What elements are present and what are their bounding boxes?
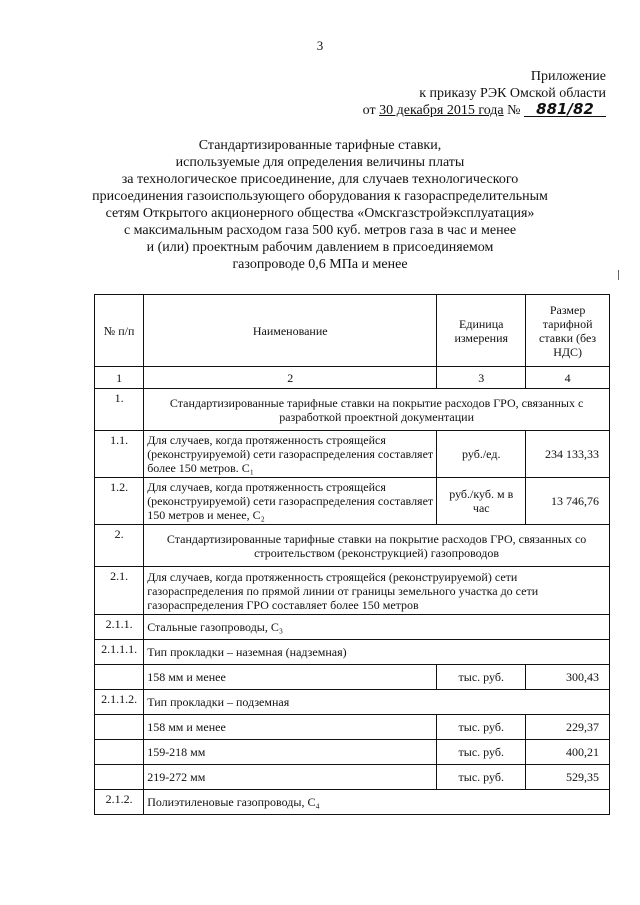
table-row [95, 740, 610, 765]
row-text: Стальные газопроводы, С₃ [144, 615, 610, 640]
table-row [95, 431, 610, 478]
tariff-table [94, 294, 610, 815]
number-prefix: № [507, 103, 521, 118]
title-line: присоединения газоиспользующего оборудования к газораспределительным [92, 189, 548, 204]
row-number: 2.1.1. [95, 615, 144, 640]
row-unit: тыс. руб. [437, 740, 526, 765]
row-unit: руб./ед. [437, 431, 526, 478]
row-number [95, 740, 144, 765]
row-number [95, 665, 144, 690]
title-line: Стандартизированные тарифные ставки, [198, 138, 442, 153]
section-title: Стандартизированные тарифные ставки на покрытие расходов ГРО, связанных с разработкой проектной документации [144, 389, 610, 431]
table-row [95, 567, 610, 615]
row-number: 1.2. [95, 478, 144, 525]
appendix-order-ref: к приказу РЭК Омской области [419, 86, 606, 101]
row-number: 2.1.1.1. [95, 640, 144, 665]
row-name: 158 мм и менее [144, 665, 437, 690]
header-number: № п/п [95, 295, 144, 367]
row-text: Тип прокладки – подземная [144, 690, 610, 715]
title-line: используемые для определения величины платы [175, 155, 465, 170]
col-number: 4 [526, 367, 610, 389]
row-text: Полиэтиленовые газопроводы, С₄ [144, 790, 610, 815]
table-row [95, 615, 610, 640]
row-value: 229,37 [526, 715, 610, 740]
title-line: сетям Открытого акционерного общества «Омскгазстройэксплуатация» [105, 206, 535, 221]
row-name: 158 мм и менее [144, 715, 437, 740]
order-number: 881/82 [524, 102, 606, 117]
row-value: 234 133,33 [526, 431, 610, 478]
row-text: Тип прокладки – наземная (надземная) [144, 640, 610, 665]
table-row [95, 389, 610, 431]
col-number: 2 [144, 367, 437, 389]
row-name: 219-272 мм [144, 765, 437, 790]
row-name: Для случаев, когда протяженность строящейся (реконструируемой) сети газораспределения составляет более 150 метров. С₁ [144, 431, 437, 478]
row-name: Для случаев, когда протяженность строящейся (реконструируемой) сети газораспределения составляет 150 метров и менее, С₂ [144, 478, 437, 525]
date-prefix: от [362, 103, 376, 118]
row-number: 2.1.2. [95, 790, 144, 815]
row-number: 1. [95, 389, 144, 431]
row-number [95, 765, 144, 790]
appendix-date-line [363, 102, 606, 119]
row-number [95, 715, 144, 740]
table-row [95, 690, 610, 715]
col-number: 1 [95, 367, 144, 389]
title-line: за технологическое присоединение, для случаев технологического [121, 172, 519, 187]
page-number: 3 [316, 38, 324, 53]
header-rate: Размер тарифной ставки (без НДС) [526, 295, 610, 367]
row-number: 2.1.1.2. [95, 690, 144, 715]
row-value: 13 746,76 [526, 478, 610, 525]
margin-mark [618, 270, 624, 280]
row-text: Для случаев, когда протяженность строящейся (реконструируемой) сети газораспределения по прямой линии от границы земельного участка до сети газораспределения ГРО составляет более 150 метров [144, 567, 610, 615]
column-numbers-row [95, 367, 610, 389]
title-line: и (или) проектным рабочим давлением в присоединяемом [146, 240, 494, 255]
table-row [95, 525, 610, 567]
table-row [95, 765, 610, 790]
row-unit: тыс. руб. [437, 765, 526, 790]
order-date: 30 декабря 2015 года [379, 103, 504, 118]
row-value: 529,35 [526, 765, 610, 790]
col-number: 3 [437, 367, 526, 389]
row-value: 400,21 [526, 740, 610, 765]
table-row [95, 665, 610, 690]
row-unit: тыс. руб. [437, 715, 526, 740]
appendix-block [363, 68, 606, 119]
table-header-row [95, 295, 610, 367]
row-name: 159-218 мм [144, 740, 437, 765]
row-unit: руб./куб. м в час [437, 478, 526, 525]
title-line: газопроводе 0,6 МПа и менее [232, 257, 408, 272]
appendix-title: Приложение [530, 69, 606, 84]
header-name: Наименование [144, 295, 437, 367]
table-row [95, 640, 610, 665]
row-number: 2. [95, 525, 144, 567]
section-title: Стандартизированные тарифные ставки на покрытие расходов ГРО, связанных со строительством (реконструкцией) газопроводов [144, 525, 610, 567]
document-title [90, 137, 550, 273]
row-number: 2.1. [95, 567, 144, 615]
row-unit: тыс. руб. [437, 665, 526, 690]
header-unit: Единица измерения [437, 295, 526, 367]
row-value: 300,43 [526, 665, 610, 690]
row-number: 1.1. [95, 431, 144, 478]
table-row [95, 715, 610, 740]
title-line: с максимальным расходом газа 500 куб. метров газа в час и менее [123, 223, 517, 238]
table-row [95, 478, 610, 525]
table-row [95, 790, 610, 815]
